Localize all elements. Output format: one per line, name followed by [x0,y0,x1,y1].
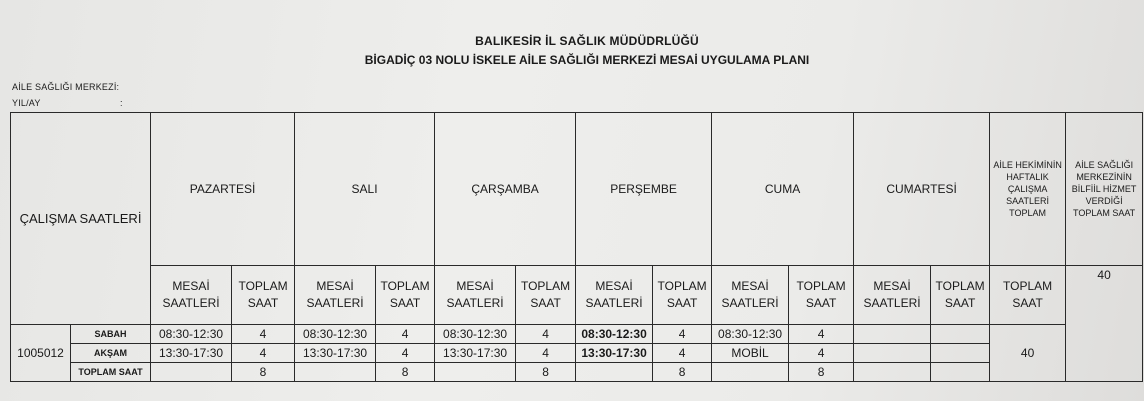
hours-cell [931,344,990,363]
sub-header-mesai: MESAİ SAATLERİ [435,266,516,325]
row-label-total: TOPLAM SAAT [71,363,151,382]
hours-cell: 8 [516,363,576,382]
weekly-total-value: 40 [990,325,1066,382]
hours-cell: 4 [516,344,576,363]
unit-code: 1005012 [11,325,71,382]
day-header-thursday: PERŞEMBE [576,113,712,266]
time-cell [854,325,931,344]
working-hours-header: ÇALIŞMA SAATLERİ [11,113,151,325]
hours-cell: 4 [232,325,295,344]
time-cell: 13:30-17:30 [151,344,232,363]
hours-cell [931,363,990,382]
hours-cell: 4 [789,344,854,363]
sub-header-toplam: TOPLAM SAAT [653,266,712,325]
hours-cell: 4 [653,325,712,344]
time-cell: 13:30-17:30 [576,344,653,363]
year-month-label: YIL/AY [12,98,41,108]
hours-cell: 8 [789,363,854,382]
center-total-value: 40 [1066,266,1143,382]
year-month-colon: : [120,98,123,108]
hours-cell: 8 [376,363,435,382]
day-header-tuesday: SALI [295,113,435,266]
hours-cell: 8 [232,363,295,382]
hours-cell: 4 [653,344,712,363]
sub-header-mesai: MESAİ SAATLERİ [576,266,653,325]
year-month-row [12,98,123,108]
table-row [11,363,1143,382]
row-label-evening: AKŞAM [71,344,151,363]
row-label-morning: SABAH [71,325,151,344]
hours-cell: 8 [653,363,712,382]
center-total-header: AİLE SAĞLIĞI MERKEZİNİN BİLFİİL HİZMET VERDİĞİ TOPLAM SAAT [1066,113,1143,266]
day-header-monday: PAZARTESİ [151,113,295,266]
hours-cell: 4 [232,344,295,363]
day-header-wednesday: ÇARŞAMBA [435,113,576,266]
sub-header-toplam: TOPLAM SAAT [931,266,990,325]
sub-header-mesai: MESAİ SAATLERİ [854,266,931,325]
sub-header-mesai: MESAİ SAATLERİ [151,266,232,325]
weekly-sub-header: TOPLAM SAAT [990,266,1066,325]
table-row [11,344,1143,363]
time-cell: MOBİL [712,344,789,363]
hours-cell [931,325,990,344]
sub-header-toplam: TOPLAM SAAT [232,266,295,325]
time-cell [151,363,232,382]
sub-header-toplam: TOPLAM SAAT [516,266,576,325]
time-cell [435,363,516,382]
center-label: AİLE SAĞLIĞI MERKEZİ: [12,82,120,92]
sub-header-mesai: MESAİ SAATLERİ [712,266,789,325]
time-cell: 08:30-12:30 [576,325,653,344]
time-cell [712,363,789,382]
time-cell: 08:30-12:30 [151,325,232,344]
time-cell [854,363,931,382]
hours-cell: 4 [376,325,435,344]
table-row [11,325,1143,344]
page-title: BALIKESİR İL SAĞLIK MÜDÜDRLÜĞÜ [475,34,699,48]
hours-cell: 4 [376,344,435,363]
hours-cell: 4 [516,325,576,344]
work-schedule-table [10,112,1143,382]
sub-header-mesai: MESAİ SAATLERİ [295,266,376,325]
sub-header-toplam: TOPLAM SAAT [789,266,854,325]
time-cell: 13:30-17:30 [435,344,516,363]
hours-cell: 4 [789,325,854,344]
time-cell: 08:30-12:30 [435,325,516,344]
sub-header-toplam: TOPLAM SAAT [376,266,435,325]
time-cell [295,363,376,382]
time-cell [576,363,653,382]
day-header-friday: CUMA [712,113,854,266]
time-cell [854,344,931,363]
time-cell: 13:30-17:30 [295,344,376,363]
time-cell: 08:30-12:30 [295,325,376,344]
time-cell: 08:30-12:30 [712,325,789,344]
weekly-hours-header: AİLE HEKİMİNİN HAFTALIK ÇALIŞMA SAATLERİ TOPLAM [990,113,1066,266]
plan-title: BİGADİÇ 03 NOLU İSKELE AİLE SAĞLIĞI MERKEZİ MESAİ UYGULAMA PLANI [364,53,810,67]
day-header-saturday: CUMARTESİ [854,113,990,266]
